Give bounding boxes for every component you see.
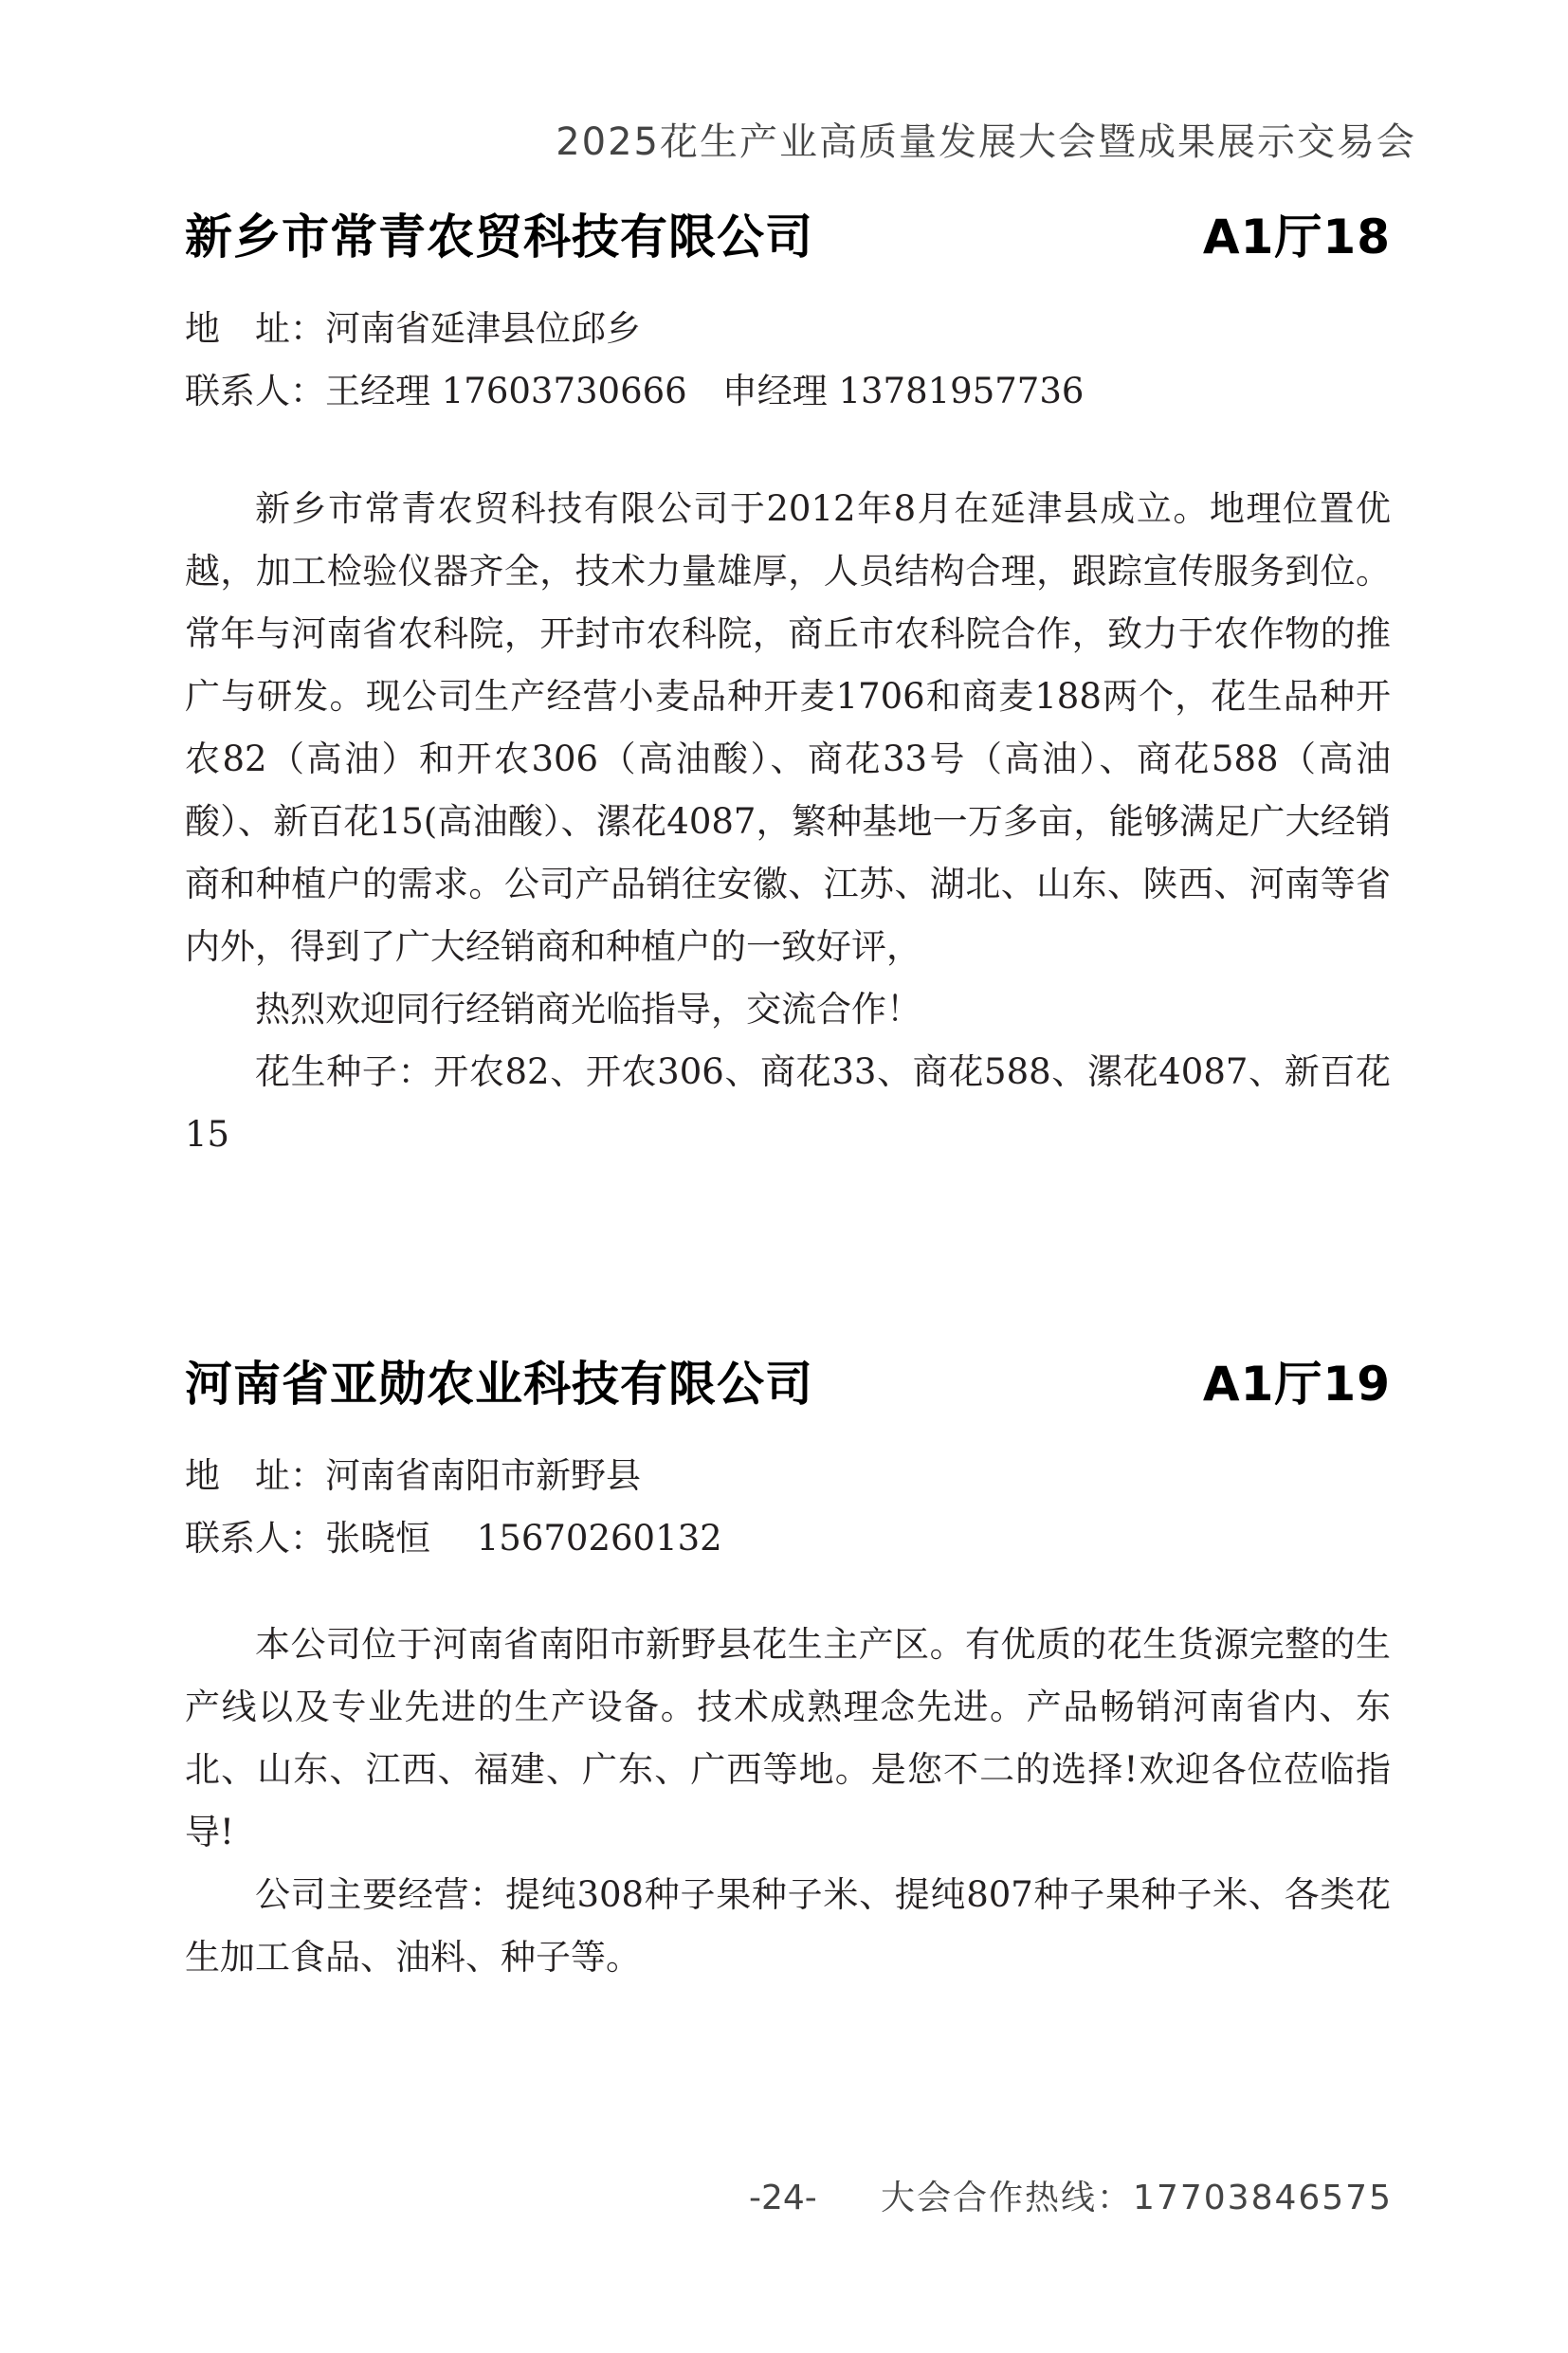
- description-paragraph: 热烈欢迎同行经销商光临指导，交流合作！: [255, 989, 921, 1030]
- address-label: 地 址：: [185, 308, 325, 349]
- company-description: [185, 1614, 1391, 1989]
- address-line: [185, 298, 1391, 360]
- page-header-title: 2025花生产业高质量发展大会暨成果展示交易会: [556, 120, 1416, 164]
- address-label: 地 址：: [185, 1455, 325, 1496]
- company-entry: [185, 199, 1391, 1166]
- page-number: -24-: [749, 2179, 817, 2217]
- booth-number: A1厅18: [1202, 210, 1391, 264]
- contact-line: [185, 360, 1391, 423]
- company-description: [185, 478, 1391, 1166]
- company-title-row: [185, 199, 1391, 264]
- contact-value: 张晓恒 15670260132: [325, 1518, 722, 1559]
- company-info: [185, 298, 1391, 423]
- company-name: 河南省亚勋农业科技有限公司: [185, 1357, 813, 1412]
- company-info: [185, 1445, 1391, 1570]
- contact-label: 联系人：: [185, 1518, 325, 1559]
- description-paragraph: 公司主要经营：提纯308种子果种子米、提纯807种子果种子米、各类花生加工食品、油料、种子等。: [185, 1874, 1391, 1978]
- contact-value: 王经理 17603730666 申经理 13781957736: [325, 371, 1085, 411]
- address-line: [185, 1445, 1391, 1507]
- contact-label: 联系人：: [185, 371, 325, 411]
- booth-number: A1厅19: [1202, 1357, 1391, 1412]
- company-name: 新乡市常青农贸科技有限公司: [185, 210, 813, 264]
- company-entry: [185, 1346, 1391, 1989]
- company-title-row: [185, 1346, 1391, 1412]
- description-paragraph: 花生种子：开农82、开农306、商花33、商花588、漯花4087、新百花15: [185, 1051, 1391, 1155]
- address-value: 河南省南阳市新野县: [325, 1455, 641, 1496]
- address-value: 河南省延津县位邱乡: [325, 308, 641, 349]
- description-paragraph: 新乡市常青农贸科技有限公司于2012年8月在延津县成立。地理位置优越，加工检验仪器齐全，技术力量雄厚，人员结构合理，跟踪宣传服务到位。常年与河南省农科院，开封市农科院，商丘市农科院合作，致力于农作物的推广与研发。现公司生产经营小麦品种开麦1706和商麦188两个，花生品种开农82（高油）和开农306（高油酸）、商花33号（高油）、商花588（高油酸）、新百花15(高油酸）、漯花4087，繁种基地一万多亩，能够满足广大经销商和种植户的需求。公司产品销往安徽、江苏、湖北、山东、陕西、河南等省内外，得到了广大经销商和种植户的一致好评，: [185, 488, 1391, 967]
- description-paragraph: 本公司位于河南省南阳市新野县花生主产区。有优质的花生货源完整的生产线以及专业先进的生产设备。技术成熟理念先进。产品畅销河南省内、东北、山东、江西、福建、广东、广西等地。是您不二的选择!欢迎各位莅临指导!: [185, 1624, 1391, 1852]
- contact-line: [185, 1507, 1391, 1570]
- hotline-text: 大会合作热线：17703846575: [881, 2179, 1393, 2217]
